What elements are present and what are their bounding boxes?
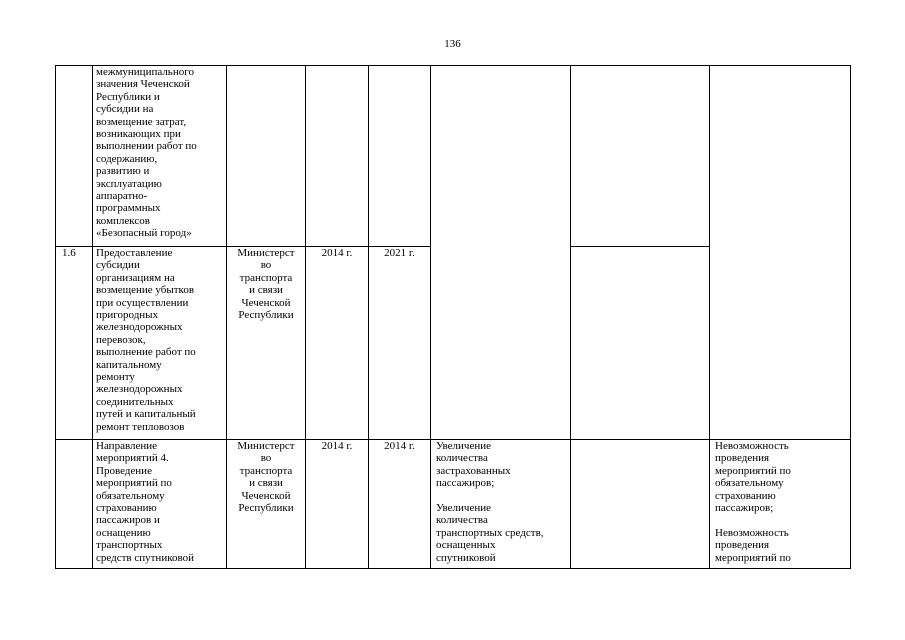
start-date-cell: 2014 г.: [306, 440, 369, 569]
executor-cell: Министерст во транспорта и связи Чеченской Республики: [227, 247, 306, 440]
program-table: [55, 65, 851, 569]
row-number-cell: 1.6: [56, 247, 93, 440]
table-row: [56, 440, 851, 569]
measure-name-cell: межмуниципального значения Чеченской Республики и субсидии на возмещение затрат, возникающих при выполнении работ по содержанию, развитию и эксплуатацию аппаратно- программных комплексов «Безопасный город»: [93, 66, 227, 247]
executor-cell: [227, 66, 306, 247]
expected-result-cell: [431, 66, 571, 440]
end-date-cell: [369, 66, 431, 247]
related-indicator-cell: [571, 66, 710, 247]
related-indicator-cell: [571, 247, 710, 440]
consequence-cell: Невозможность проведения мероприятий по обязательному страхованию пассажиров; Невозможность проведения мероприятий по: [710, 440, 851, 569]
end-date-cell: 2021 г.: [369, 247, 431, 440]
end-date-cell: 2014 г.: [369, 440, 431, 569]
row-number-cell: [56, 440, 93, 569]
row-number-cell: [56, 66, 93, 247]
start-date-cell: [306, 66, 369, 247]
expected-result-cell: Увеличение количества застрахованных пассажиров; Увеличение количества транспортных средств, оснащенных спутниковой: [431, 440, 571, 569]
consequence-cell: [710, 66, 851, 440]
page-number: 136: [444, 38, 461, 50]
executor-cell: Министерст во транспорта и связи Чеченской Республики: [227, 440, 306, 569]
measure-name-cell: Предоставление субсидии организациям на возмещение убытков при осуществлении пригородных железнодорожных перевозок, выполнение работ по капитальному ремонту железнодорожных соединительных путей и капитальный ремонт тепловозов: [93, 247, 227, 440]
measure-name-cell: Направление мероприятий 4. Проведение мероприятий по обязательному страхованию пассажиров и оснащению транспортных средств спутниковой: [93, 440, 227, 569]
start-date-cell: 2014 г.: [306, 247, 369, 440]
related-indicator-cell: [571, 440, 710, 569]
table-row: [56, 66, 851, 247]
